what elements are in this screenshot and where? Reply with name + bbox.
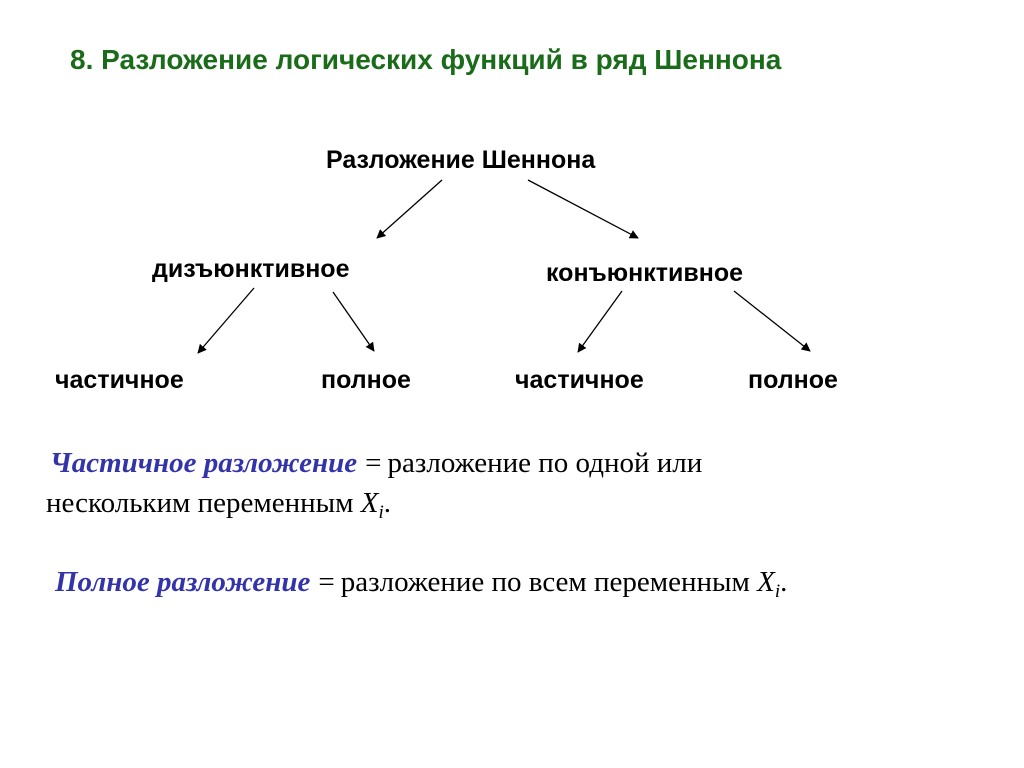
arrow-disjunctive-to-full [333, 292, 374, 351]
term-full: Полное разложение [55, 566, 311, 598]
variable-subscript: i [774, 581, 781, 602]
node-conjunctive: конъюнктивное [546, 259, 743, 287]
node-disjunctive: дизъюнктивное [152, 255, 350, 283]
equals-sign: = [318, 566, 335, 598]
variable-x: X [757, 566, 775, 598]
variable-x: X [360, 487, 379, 519]
arrow-root-to-conjunctive [528, 180, 638, 238]
equals-sign: = [365, 447, 382, 479]
definition-full [55, 563, 787, 611]
node-conjunctive-full: полное [748, 366, 838, 394]
node-disjunctive-full: полное [321, 366, 411, 394]
definition-partial-text-2: нескольким переменным [46, 487, 361, 519]
page-title: 8. Разложение логических функций в ряд Шеннона [70, 44, 782, 75]
arrow-root-to-disjunctive [377, 180, 442, 238]
arrow-conjunctive-to-full [734, 291, 810, 351]
arrow-conjunctive-to-partial [578, 291, 622, 352]
definition-full-text: разложение по всем переменным [340, 566, 758, 598]
term-partial: Частичное разложение [50, 447, 358, 479]
node-shannon-expansion: Разложение Шеннона [326, 146, 596, 174]
period: . [780, 566, 788, 598]
period: . [383, 487, 391, 519]
definition-partial-line2 [46, 484, 391, 532]
variable-subscript: i [378, 502, 384, 523]
definition-partial [50, 444, 702, 482]
definition-partial-text: разложение по одной или [387, 447, 703, 479]
node-disjunctive-partial: частичное [55, 366, 184, 394]
arrow-disjunctive-to-partial [198, 288, 254, 353]
node-conjunctive-partial: частичное [515, 366, 644, 394]
